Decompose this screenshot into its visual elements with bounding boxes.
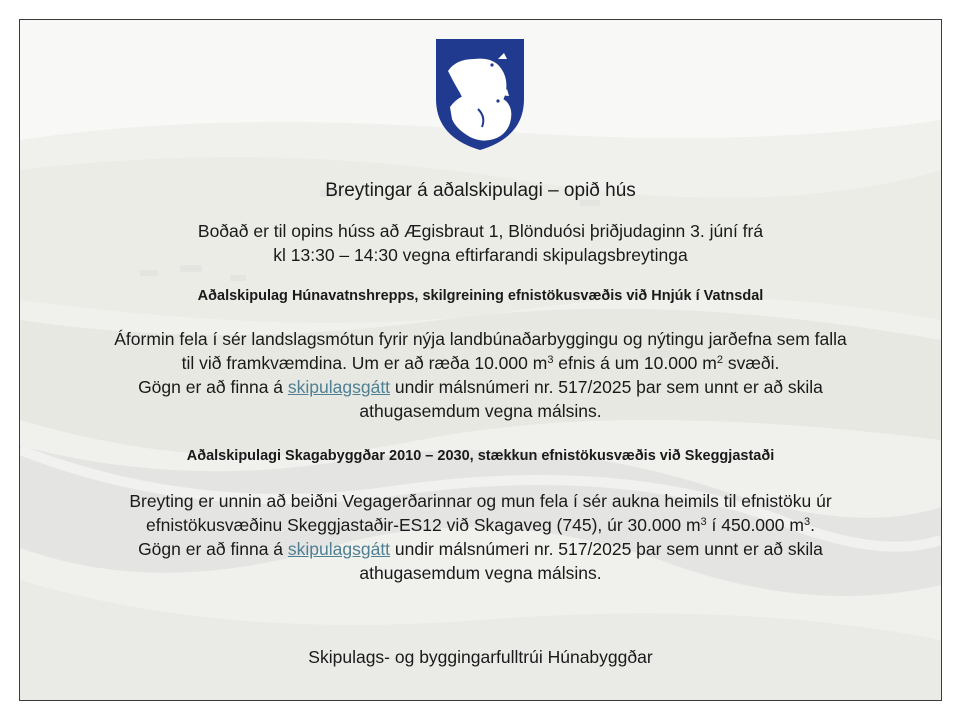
- section-2-line-4: athugasemdum vegna málsins.: [359, 563, 602, 583]
- superscript-cubed: 3: [547, 354, 554, 366]
- intro-line-1: Boðað er til opins húss að Ægisbraut 1, Blönduósi þriðjudaginn 3. júní frá: [197, 221, 764, 241]
- notice-slide: [19, 19, 942, 701]
- notice-content: [20, 20, 941, 700]
- superscript-cubed: 3: [700, 516, 707, 528]
- section-1-line-3-text-a: Gögn er að finna á: [138, 377, 288, 397]
- skipulagsgatt-link[interactable]: skipulagsgátt: [287, 377, 391, 397]
- section-2-line-3-text-b: undir málsnúmeri nr. 517/2025 þar sem unnt er að skila: [390, 539, 823, 559]
- section-2-line-2-text-a: efnistökusvæðinu Skeggjastaðir-ES12 við Skagaveg (745), úr 30.000 m: [146, 515, 701, 535]
- superscript-squared: 2: [716, 354, 723, 366]
- superscript-cubed: 3: [803, 516, 811, 528]
- signature-footer: Skipulags- og byggingarfulltrúi Húnabyggðar: [308, 647, 653, 667]
- section-2-line-2-text-c: .: [810, 515, 815, 535]
- section-1-paragraph: [40, 327, 921, 423]
- notice-heading: Breytingar á aðalskipulagi – opið hús: [325, 180, 636, 201]
- intro-paragraph: [40, 219, 921, 267]
- section-1-line-2-text-c: svæði.: [722, 353, 780, 373]
- section-2-line-3: [40, 537, 921, 561]
- intro-line-2: kl 13:30 – 14:30 vegna eftirfarandi skipulagsbreytinga: [273, 245, 688, 265]
- section-1-line-3-text-b: undir málsnúmeri nr. 517/2025 þar sem unnt er að skila: [390, 377, 823, 397]
- section-2-line-3-text-a: Gögn er að finna á: [138, 539, 288, 559]
- section-2-line-1: Breyting er unnin að beiðni Vegagerðarinnar og mun fela í sér aukna heimils til efnistöku úr: [129, 491, 832, 511]
- section-1-line-3: [40, 375, 921, 399]
- skipulagsgatt-link[interactable]: skipulagsgátt: [287, 539, 391, 559]
- section-2-line-2: [40, 513, 921, 537]
- section-1-line-2-text-a: til við framkvæmdina. Um er að ræða 10.000 m: [181, 353, 548, 373]
- section-2-title: Aðalskipulagi Skagabyggðar 2010 – 2030, stækkun efnistökusvæðis við Skeggjastaði: [186, 448, 775, 464]
- section-1-line-1: Áformin fela í sér landslagsmótun fyrir nýja landbúnaðarbyggingu og nýtingu jarðefna sem falla: [114, 329, 847, 349]
- section-2-paragraph: [40, 489, 921, 585]
- section-2-line-2-text-b: í 450.000 m: [706, 515, 804, 535]
- section-1-line-2-text-b: efnis á um 10.000 m: [553, 353, 717, 373]
- section-1-line-2: [40, 351, 921, 375]
- section-1-title: Aðalskipulag Húnavatnshrepps, skilgreining efnistökusvæðis við Hnjúk í Vatnsdal: [197, 288, 764, 304]
- polar-bears-shield-icon: [434, 37, 526, 152]
- section-1-line-4: athugasemdum vegna málsins.: [359, 401, 602, 421]
